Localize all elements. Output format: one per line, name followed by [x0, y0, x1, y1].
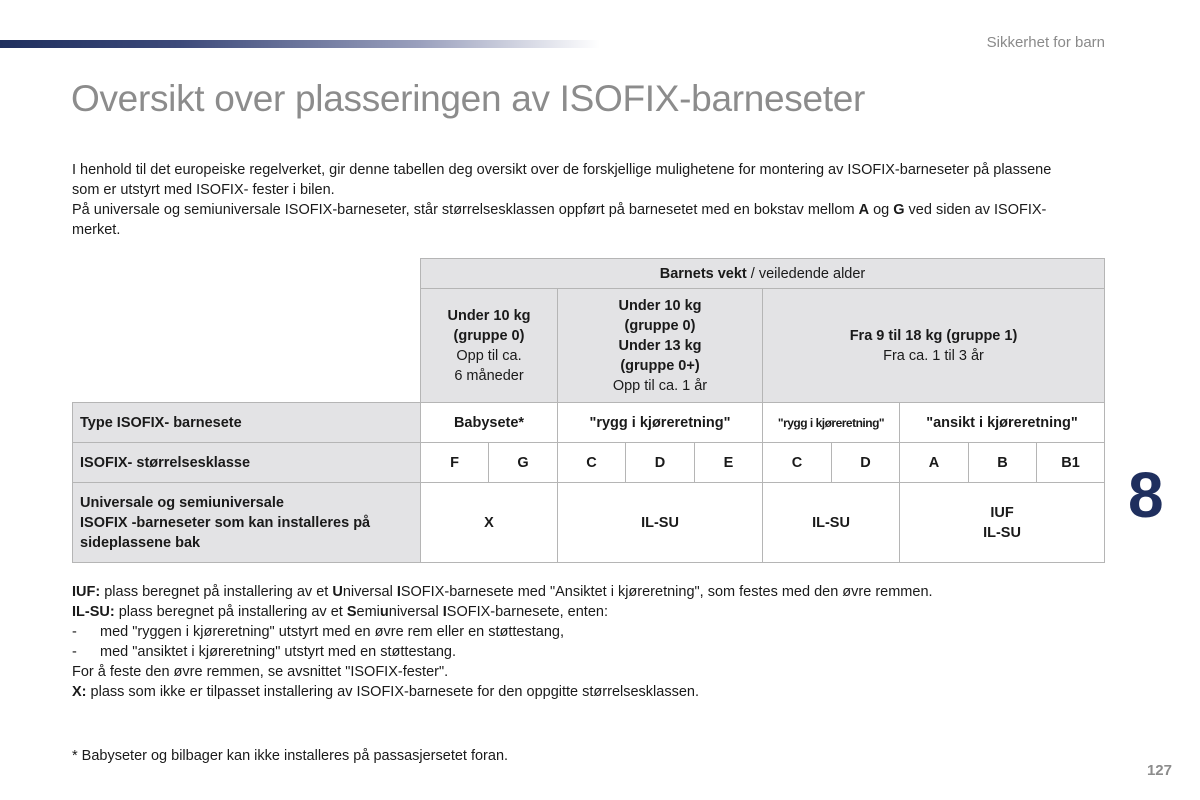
isofix-table — [72, 258, 1105, 563]
intro-text — [72, 160, 1072, 240]
table-cell: C — [763, 443, 832, 483]
table-cell: IL-SU — [763, 483, 900, 563]
intro-paragraph-1: I henhold til det europeiske regelverket, gir denne tabellen deg oversikt over de forskjellige mulighetene for montering av ISOFIX-barneseter på plassene som er utstyrt med ISOFIX- fester i bilen. — [72, 162, 1052, 198]
header-accent-bar — [0, 40, 600, 48]
legend-bullet-1: - med "ryggen i kjøreretning" utstyrt med en øvre rem eller en støttestang, — [72, 624, 564, 640]
section-title: Sikkerhet for barn — [986, 34, 1105, 51]
table-cell: B — [969, 443, 1037, 483]
table-cell: A — [900, 443, 969, 483]
table-cell: F — [421, 443, 489, 483]
table-cell: "rygg i kjøreretning" — [763, 403, 900, 443]
table-cell: IUF IL-SU — [900, 483, 1105, 563]
table-cell: IL-SU — [558, 483, 763, 563]
group-0plus-header: Under 10 kg (gruppe 0) Under 13 kg (gruppe 0+) Opp til ca. 1 år — [558, 289, 763, 403]
legend-note: For å feste den øvre remmen, se avsnittet "ISOFIX-fester". — [72, 664, 449, 680]
table-cell: D — [832, 443, 900, 483]
group-1-header: Fra 9 til 18 kg (gruppe 1) Fra ca. 1 til 3 år — [763, 289, 1105, 403]
chapter-number: 8 — [1128, 459, 1164, 531]
row-label-type: Type ISOFIX- barnesete — [73, 403, 421, 443]
table-cell: X — [421, 483, 558, 563]
table-cell: G — [489, 443, 558, 483]
legend — [72, 582, 1112, 702]
legend-bullet-2: - med "ansiktet i kjøreretning" utstyrt med en støttestang. — [72, 644, 457, 660]
group-0-header: Under 10 kg (gruppe 0) Opp til ca. 6 måneder — [421, 289, 558, 403]
row-label-size-class: ISOFIX- størrelsesklasse — [73, 443, 421, 483]
table-header-weight: Barnets vekt / veiledende alder — [421, 259, 1105, 289]
table-cell: E — [695, 443, 763, 483]
table-cell: "ansikt i kjøreretning" — [900, 403, 1105, 443]
table-cell: "rygg i kjøreretning" — [558, 403, 763, 443]
table-cell: D — [626, 443, 695, 483]
page-number: 127 — [1146, 762, 1172, 779]
intro-paragraph-2: På universale og semiuniversale ISOFIX-barneseter, står størrelsesklassen oppført på barnesetet med en bokstav mellom A og G ved siden av ISOFIX-merket. — [72, 202, 1047, 238]
legend-ilsu: IL-SU: plass beregnet på installering av et Semiuniversal ISOFIX-barnesete, enten: — [72, 604, 608, 620]
table-cell: C — [558, 443, 626, 483]
table-cell: Babysete* — [421, 403, 558, 443]
footnote: * Babyseter og bilbager kan ikke installeres på passasjersetet foran. — [72, 748, 509, 764]
table-cell: B1 — [1037, 443, 1105, 483]
legend-iuf: IUF: plass beregnet på installering av et Universal ISOFIX-barnesete med "Ansiktet i kjøreretning", som festes med den øvre remmen. — [72, 584, 933, 600]
legend-x: X: plass som ikke er tilpasset installering av ISOFIX-barnesete for den oppgitte størrelsesklassen. — [72, 684, 699, 700]
page-title: Oversikt over plasseringen av ISOFIX-barneseter — [71, 78, 866, 119]
row-label-installation: Universale og semiuniversale ISOFIX -barneseter som kan installeres på sideplassene bak — [73, 483, 421, 563]
